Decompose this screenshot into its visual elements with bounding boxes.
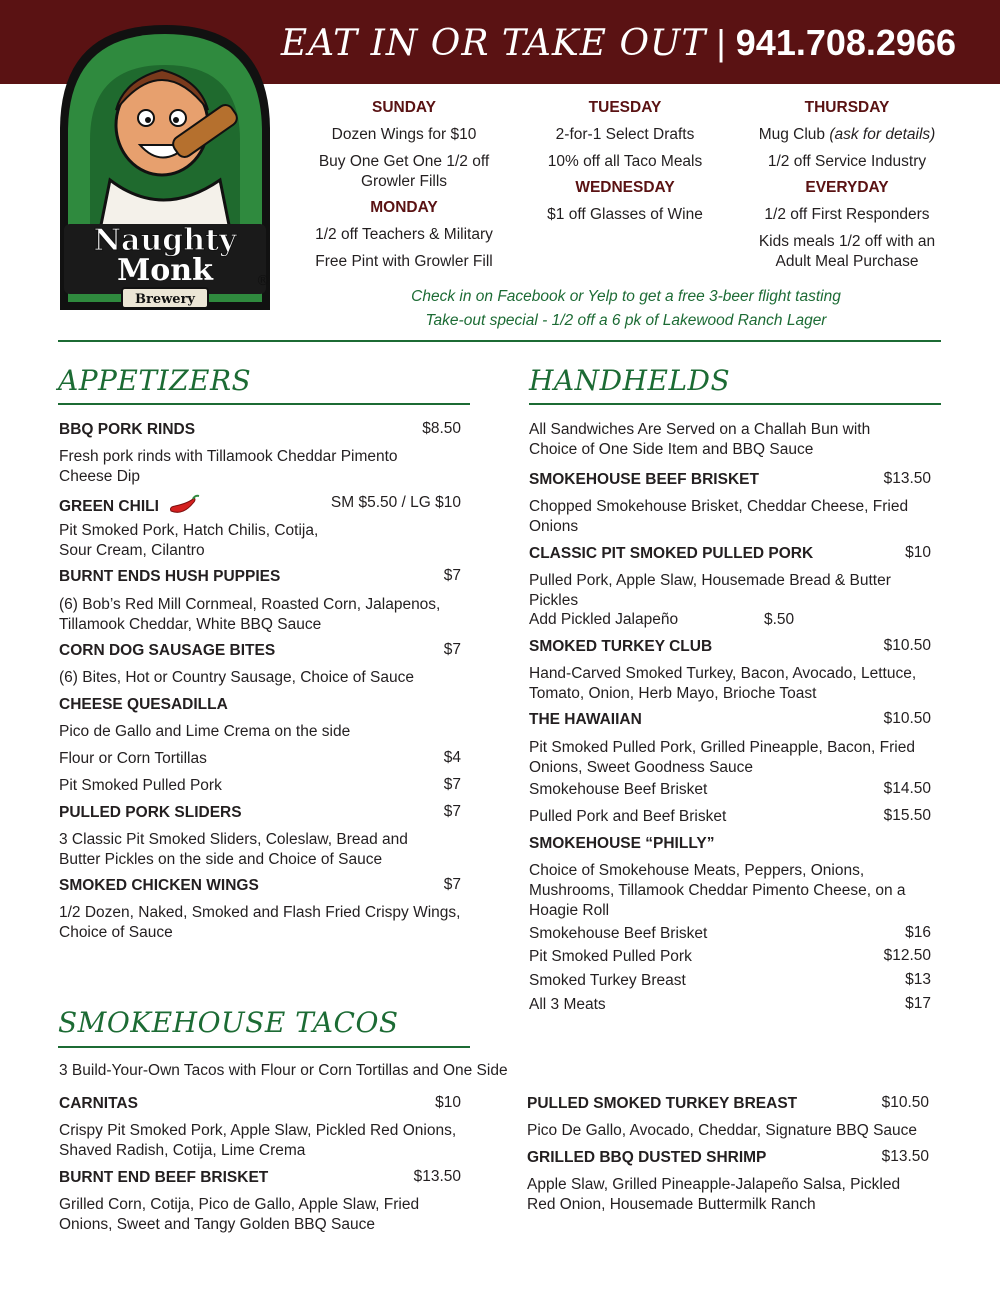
item-name: SMOKEHOUSE “PHILLY” (529, 835, 715, 852)
item-name: BURNT ENDS HUSH PUPPIES (59, 568, 281, 585)
item-description: Chopped Smokehouse Brisket, Cheddar Cheese, Fried Onions (529, 498, 909, 535)
thursday-mug-club (742, 125, 952, 145)
item-price: SM $5.50 / LG $10 (330, 494, 461, 511)
item-price: $7 (443, 641, 461, 658)
item-price: $7 (443, 776, 461, 793)
item-price: $13 (905, 971, 931, 988)
item-description: (6) Bob’s Red Mill Cornmeal, Roasted Corn, Jalapenos, Tillamook Cheddar, White BBQ Sauce (59, 596, 441, 633)
everyday-special: Kids meals 1/2 off with an Adult Meal Purchase (758, 233, 936, 270)
monday-special: Free Pint with Growler Fill (315, 253, 493, 270)
item-description: Pit Smoked Pulled Pork, Grilled Pineapple, Bacon, Fried Onions, Sweet Goodness Sauce (529, 739, 915, 776)
item-description: Pulled Pork, Apple Slaw, Housemade Bread & Butter Pickles (529, 572, 891, 609)
green-chili-label: GREEN CHILI (59, 498, 159, 515)
item-description: Apple Slaw, Grilled Pineapple-Jalapeño Salsa, Pickled Red Onion, Housemade Buttermilk Ranch (527, 1176, 901, 1213)
item-option: Smokehouse Beef Brisket (529, 781, 708, 798)
item-option: Smoked Turkey Breast (529, 972, 686, 989)
everyday-heading: EVERYDAY (805, 179, 889, 196)
specials-column-thursday-everyday (742, 98, 952, 272)
item-description: Choice of Smokehouse Meats, Peppers, Onions, Mushrooms, Tillamook Cheddar Pimento Cheese, on a Hoagie Roll (529, 862, 906, 919)
item-description: 1/2 Dozen, Naked, Smoked and Flash Fried Crispy Wings, Choice of Sauce (59, 904, 461, 941)
item-price: $4 (443, 749, 461, 766)
tacos-title: SMOKEHOUSE TACOS (58, 1006, 399, 1039)
item-description: (6) Bites, Hot or Country Sausage, Choice of Sauce (59, 669, 414, 686)
item-option: Flour or Corn Tortillas (59, 750, 207, 767)
item-description: 3 Classic Pit Smoked Sliders, Coleslaw, Bread and Butter Pickles on the side and Choice of Sauce (59, 831, 408, 868)
logo-brewery-text: Brewery (135, 292, 195, 307)
promo-checkin: Check in on Facebook or Yelp to get a free 3-beer flight tasting (411, 288, 841, 305)
item-addon-price: $.50 (764, 611, 795, 628)
item-name: SMOKED TURKEY CLUB (529, 638, 713, 655)
item-price: $10 (905, 544, 931, 561)
appetizers-title: APPETIZERS (58, 364, 252, 397)
item-description: Pit Smoked Pork, Hatch Chilis, Cotija, (59, 522, 319, 539)
item-price: $13.50 (883, 470, 931, 487)
item-price: $10.50 (883, 710, 931, 727)
tuesday-special: 2-for-1 Select Drafts (555, 126, 695, 143)
handhelds-intro: All Sandwiches Are Served on a Challah Bun with Choice of One Side Item and BBQ Sauce (529, 421, 871, 458)
item-name: PULLED PORK SLIDERS (59, 804, 242, 821)
item-price: $16 (905, 924, 931, 941)
handhelds-title: HANDHELDS (529, 364, 731, 397)
handhelds-rule (529, 403, 941, 405)
item-name: BBQ PORK RINDS (59, 421, 196, 438)
item-option: All 3 Meats (529, 996, 606, 1013)
banner-separator: | (716, 22, 726, 63)
banner-text (281, 22, 956, 64)
specials-column-sunday-monday (300, 98, 508, 272)
item-name (59, 494, 201, 517)
item-name: SMOKEHOUSE BEEF BRISKET (529, 471, 759, 488)
item-description: Pico de Gallo and Lime Crema on the side (59, 723, 351, 740)
monday-special: 1/2 off Teachers & Military (315, 226, 493, 243)
item-name: GRILLED BBQ DUSTED SHRIMP (527, 1149, 767, 1166)
item-description: Crispy Pit Smoked Pork, Apple Slaw, Pickled Red Onions, Shaved Radish, Cotija, Lime Crema (59, 1122, 457, 1159)
item-name: BURNT END BEEF BRISKET (59, 1169, 269, 1186)
item-price: $13.50 (881, 1148, 929, 1165)
everyday-special: 1/2 off First Responders (764, 206, 930, 223)
item-name: CARNITAS (59, 1095, 138, 1112)
item-option: Pit Smoked Pulled Pork (59, 777, 222, 794)
item-price: $7 (443, 803, 461, 820)
item-price: $17 (905, 995, 931, 1012)
sunday-special: Dozen Wings for $10 (331, 126, 477, 143)
specials-column-tuesday-wednesday (520, 98, 730, 225)
logo-naughty-text: Naughty (93, 223, 237, 258)
item-price: $14.50 (883, 780, 931, 797)
item-price: $8.50 (422, 420, 461, 437)
item-price: $10.50 (883, 637, 931, 654)
mug-club-label: Mug Club (758, 126, 826, 143)
monday-heading: MONDAY (370, 199, 438, 216)
logo-monk-text: Monk (117, 253, 213, 288)
item-description: Sour Cream, Cilantro (59, 542, 205, 559)
thursday-heading: THURSDAY (804, 99, 890, 116)
naughty-monk-logo (50, 10, 280, 320)
item-price: $10 (435, 1094, 461, 1111)
sunday-heading: SUNDAY (371, 99, 437, 116)
divider (58, 340, 941, 342)
wednesday-special: $1 off Glasses of Wine (547, 206, 703, 223)
item-addon: Add Pickled Jalapeño (529, 611, 679, 628)
item-name: SMOKED CHICKEN WINGS (59, 877, 259, 894)
chili-pepper-icon (167, 494, 201, 516)
item-name: CLASSIC PIT SMOKED PULLED PORK (529, 545, 814, 562)
item-option: Pulled Pork and Beef Brisket (529, 808, 727, 825)
item-description: Pico De Gallo, Avocado, Cheddar, Signature BBQ Sauce (527, 1122, 918, 1139)
sunday-special: Buy One Get One 1/2 off Growler Fills (318, 153, 490, 190)
tacos-rule (58, 1046, 470, 1048)
eat-in-take-out: EAT IN OR TAKE OUT (280, 23, 707, 64)
item-price: $7 (443, 876, 461, 893)
item-description: Grilled Corn, Cotija, Pico de Gallo, Apple Slaw, Fried Onions, Sweet and Tangy Golden BBQ Sauce (59, 1196, 420, 1233)
item-name: CORN DOG SAUSAGE BITES (59, 642, 276, 659)
item-price: $10.50 (881, 1094, 929, 1111)
item-option: Pit Smoked Pulled Pork (529, 948, 692, 965)
tuesday-heading: TUESDAY (588, 99, 662, 116)
thursday-special: 1/2 off Service Industry (767, 153, 927, 170)
item-name: THE HAWAIIAN (529, 711, 642, 728)
promo-takeout: Take-out special - 1/2 off a 6 pk of Lakewood Ranch Lager (425, 312, 827, 329)
wednesday-heading: WEDNESDAY (575, 179, 675, 196)
item-description: Hand-Carved Smoked Turkey, Bacon, Avocado, Lettuce, Tomato, Onion, Herb Mayo, Brioche Toast (529, 665, 917, 702)
registered-mark: ® (256, 273, 270, 289)
item-description: Fresh pork rinds with Tillamook Cheddar Pimento Cheese Dip (59, 448, 398, 485)
item-price: $15.50 (883, 807, 931, 824)
tacos-intro: 3 Build-Your-Own Tacos with Flour or Corn Tortillas and One Side (59, 1062, 508, 1079)
item-name: PULLED SMOKED TURKEY BREAST (527, 1095, 798, 1112)
phone-number[interactable]: 941.708.2966 (735, 22, 956, 63)
mug-club-note: (ask for details) (829, 126, 936, 143)
item-price: $13.50 (413, 1168, 461, 1185)
tuesday-special: 10% off all Taco Meals (547, 153, 703, 170)
item-name: CHEESE QUESADILLA (59, 696, 228, 713)
item-price: $7 (443, 567, 461, 584)
item-price: $12.50 (883, 947, 931, 964)
appetizers-rule (58, 403, 470, 405)
item-option: Smokehouse Beef Brisket (529, 925, 708, 942)
